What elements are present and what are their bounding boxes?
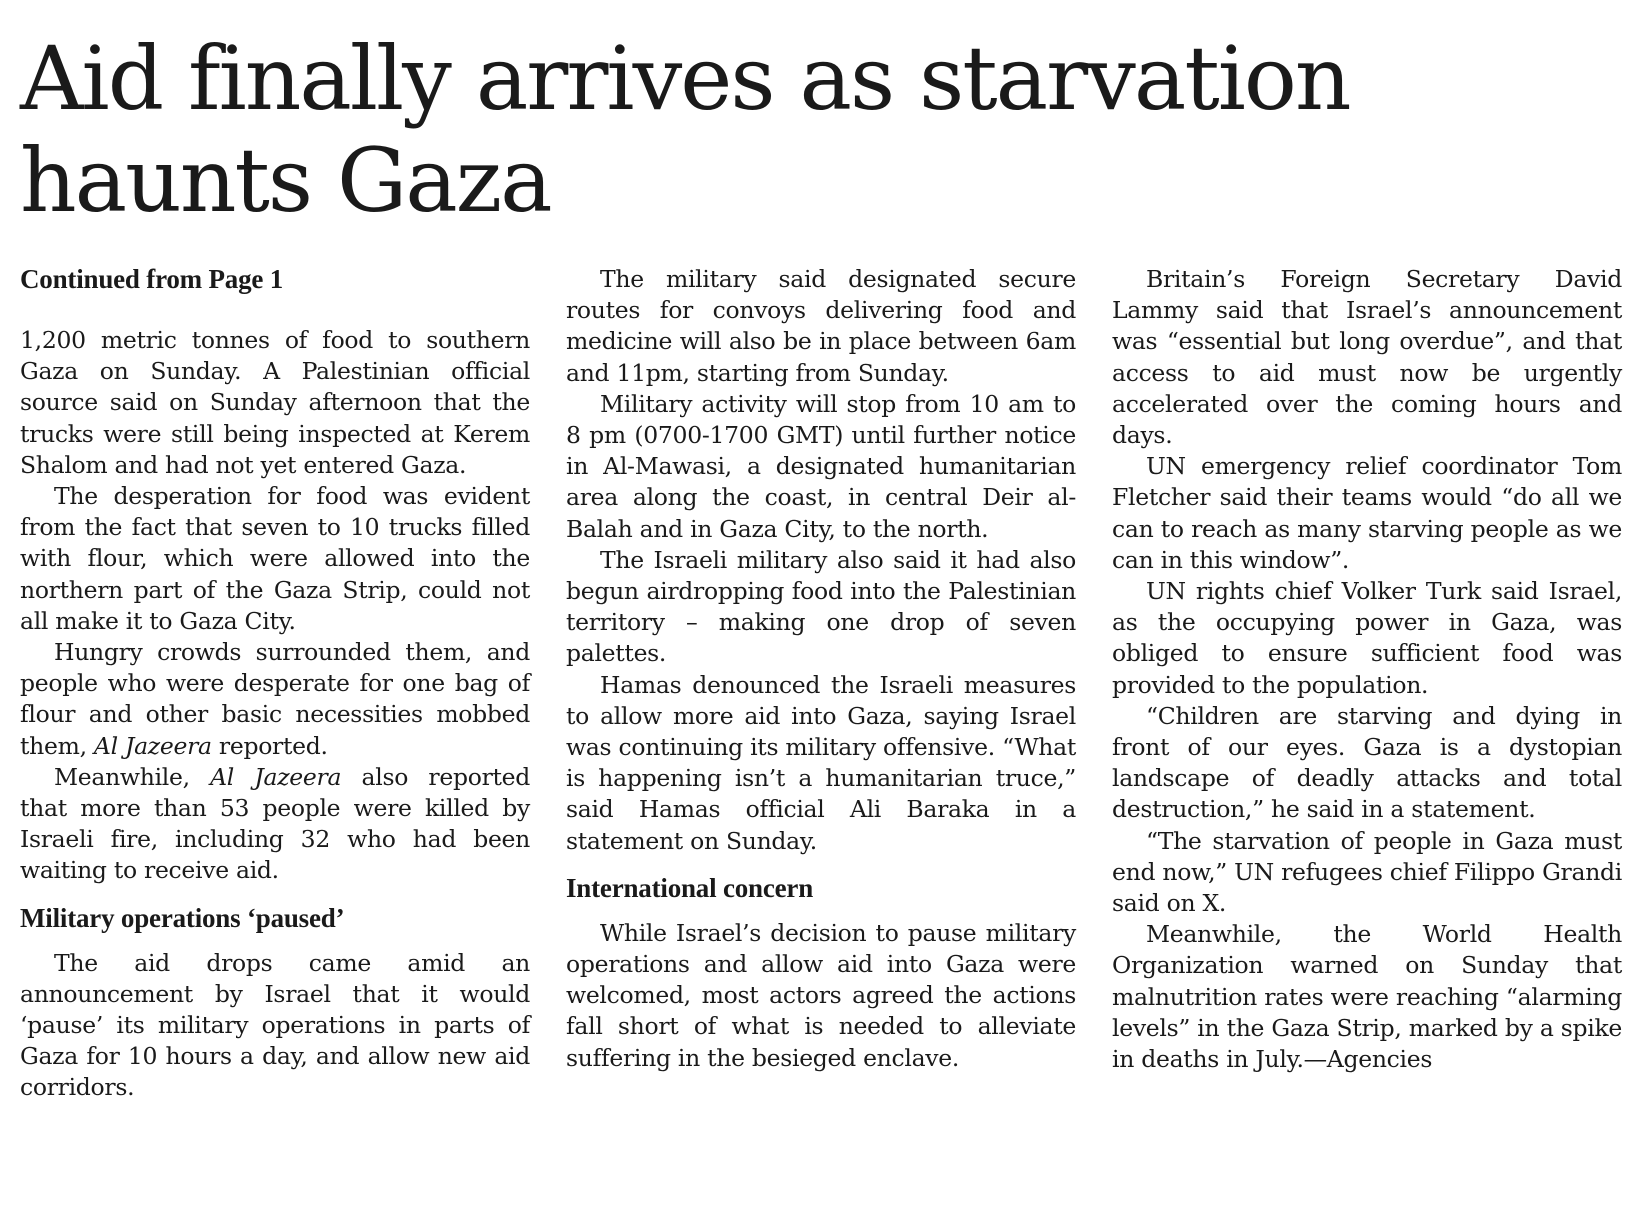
paragraph: “The starvation of people in Gaza must end now,” UN refugees chief Filippo Grandi said on X. <box>1112 826 1622 918</box>
paragraph-text: reported. <box>211 731 328 760</box>
paragraph: Britain’s Foreign Secretary David Lammy said that Israel’s announcement was “essential but long overdue”, and that access to aid must now be urgently accelerated over the coming hours and days. <box>1112 265 1622 450</box>
paragraph-text: Meanwhile, <box>54 762 211 791</box>
paragraph <box>20 762 530 887</box>
continued-from-page-subhead: Continued from Page 1 <box>20 264 284 294</box>
paragraph: 1,200 metric tonnes of food to southern Gaza on Sunday. A Palestinian official source said on Sunday afternoon that the trucks were still being inspected at Kerem Shalom and had not yet entered Gaza. <box>20 326 530 479</box>
paragraph-text: Hungry crowds surrounded them, and people who were desperate for one bag of flour and other basic necessities mobbed them, <box>20 638 530 760</box>
paragraph-text: also reported that more than 53 people were killed by Israeli fire, including 32 who had been waiting to receive aid. <box>20 762 530 885</box>
paragraph: Military activity will stop from 10 am to 8 pm (0700-1700 GMT) until further notice in Al-Mawasi, a designated humanitarian area along the coast, in central Deir al-Balah and in Gaza City, to the north. <box>566 389 1076 543</box>
paragraph: “Children are starving and dying in front of our eyes. Gaza is a dystopian landscape of deadly attacks and total destruction,” he said in a statement. <box>1112 701 1622 824</box>
paragraph: Hamas denounced the Israeli measures to allow more aid into Gaza, saying Israel was continuing its military offensive. “What is happening isn’t a humanitarian truce,” said Hamas official Ali Baraka in a statement on Sunday. <box>566 670 1076 855</box>
paragraph: While Israel’s decision to pause military operations and allow aid into Gaza were welcomed, most actors agreed the actions fall short of what is needed to alleviate suffering in the besieged enclave. <box>566 918 1076 1072</box>
article-column-1 <box>20 264 530 1104</box>
publication-name: Al Jazeera <box>210 762 342 791</box>
publication-name: Al Jazeera <box>93 731 212 760</box>
paragraph: UN emergency relief coordinator Tom Fletcher said their teams would “do all we can to reach as many starving people as we can in this window”. <box>1112 452 1622 574</box>
article-column-2 <box>566 264 1076 1074</box>
paragraph: The desperation for food was evident from the fact that seven to 10 trucks filled with flour, which were allowed into the northern part of the Gaza Strip, could not all make it to Gaza City. <box>20 482 530 635</box>
paragraph: The military said designated secure routes for convoys delivering food and medicine will also be in place between 6am and 11pm, starting from Sunday. <box>566 265 1076 387</box>
article-column-3 <box>1112 264 1622 1075</box>
paragraph: UN rights chief Volker Turk said Israel, as the occupying power in Gaza, was obliged to ensure sufficient food was provided to the population. <box>1112 577 1622 699</box>
paragraph: The Israeli military also said it had also begun airdropping food into the Palestinian territory – making one drop of seven palettes. <box>566 545 1076 668</box>
paragraph: The aid drops came amid an announcement by Israel that it would ‘pause’ its military operations in parts of Gaza for 10 hours a day, and allow new aid corridors. <box>20 948 530 1102</box>
headline: Aid finally arrives as starvation haunts Gaza <box>20 27 1350 232</box>
paragraph: Meanwhile, the World Health Organization warned on Sunday that malnutrition rates were reaching “alarming levels” in the Gaza Strip, marked by a spike in deaths in July.—Agencies <box>1112 920 1622 1074</box>
section-subhead: International concern <box>566 872 814 903</box>
paragraph <box>20 637 530 762</box>
section-subhead: Military operations ‘paused’ <box>20 902 345 933</box>
